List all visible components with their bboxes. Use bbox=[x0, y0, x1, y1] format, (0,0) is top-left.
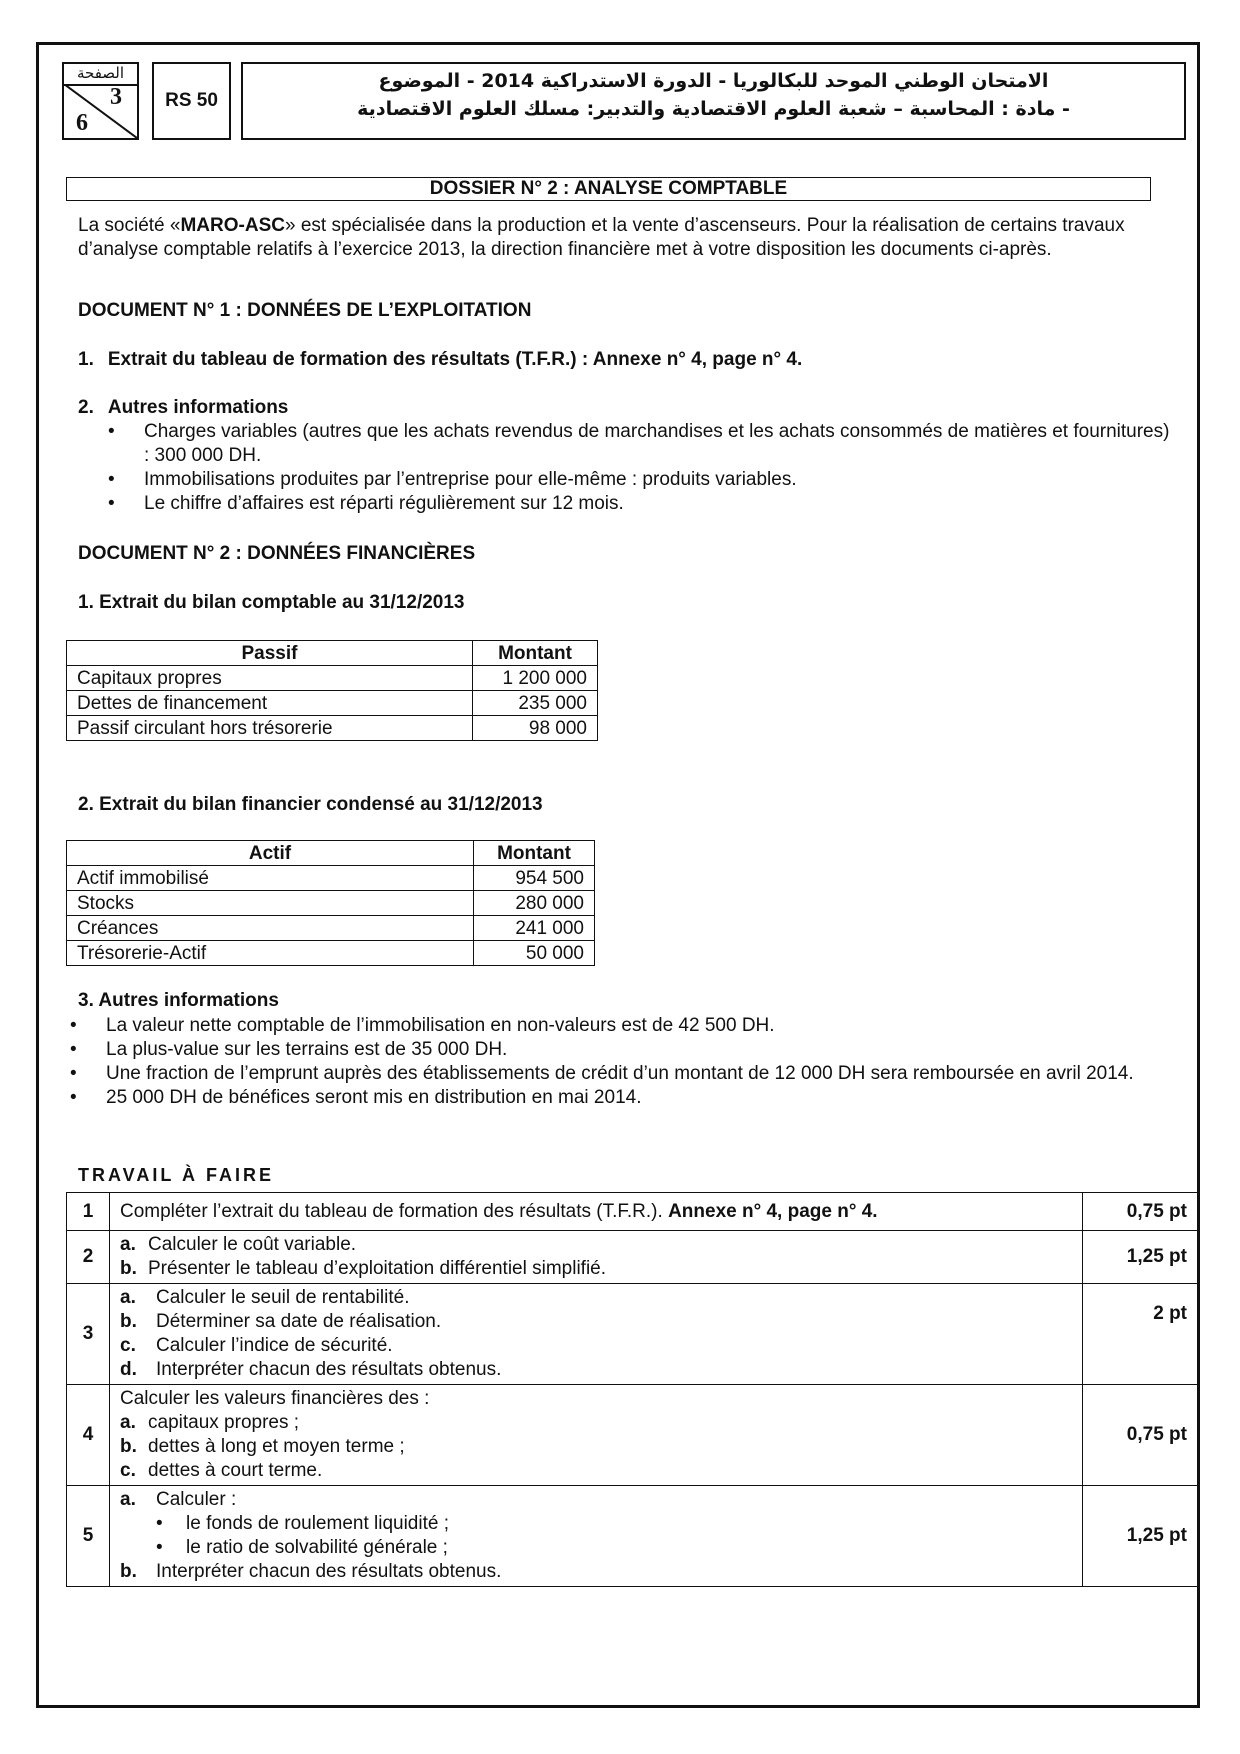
exam-title-line1: الامتحان الوطني الموحد للبكالوريا - الدورة الاستدراكية 2014 - الموضوع bbox=[378, 70, 1049, 92]
table-row: Stocks 280 000 bbox=[67, 891, 595, 916]
list-item: • Immobilisations produites par l’entreprise pour elle-même : produits variables. bbox=[108, 469, 797, 490]
doc2-s1-title: 1. Extrait du bilan comptable au 31/12/2013 bbox=[78, 592, 465, 613]
page-total: 6 bbox=[76, 110, 88, 136]
dossier-title: DOSSIER N° 2 : ANALYSE COMPTABLE bbox=[66, 177, 1151, 201]
table-row: Passif circulant hors trésorerie 98 000 bbox=[67, 716, 598, 741]
list-item: • Charges variables (autres que les achats revendus de marchandises et les achats consommés de matières et fournitures) : 300 000 DH. bbox=[108, 421, 1170, 466]
table-header: Actif bbox=[67, 841, 474, 866]
doc1-item1: 1. Extrait du tableau de formation des résultats (T.F.R.) : Annexe n° 4, page n° 4. bbox=[78, 349, 803, 370]
list-item: • Le chiffre d’affaires est réparti régulièrement sur 12 mois. bbox=[108, 493, 624, 514]
doc1-item2: 2. Autres informations bbox=[78, 397, 289, 418]
table-row: Capitaux propres 1 200 000 bbox=[67, 666, 598, 691]
page-number-box bbox=[62, 62, 139, 140]
tasks-table bbox=[66, 1192, 1198, 1587]
doc1-title: DOCUMENT N° 1 : DONNÉES DE L’EXPLOITATION bbox=[78, 300, 532, 321]
exam-title bbox=[241, 62, 1186, 140]
list-item: • La valeur nette comptable de l’immobilisation en non-valeurs est de 42 500 DH. bbox=[70, 1015, 775, 1036]
table-row: 3 a. Calculer le seuil de rentabilité. b. Déterminer sa date de réalisation. c. Calculer l’indice de sécurité. d. Interpréter chacun des résultats obtenus. 2 pt bbox=[67, 1284, 1198, 1385]
table-row: 1 Compléter l’extrait du tableau de formation des résultats (T.F.R.). Annexe n° 4, page n° 4. 0,75 pt bbox=[67, 1193, 1198, 1231]
company-name: MARO-ASC bbox=[180, 215, 285, 236]
table-row: 2 a. Calculer le coût variable. b. Présenter le tableau d’exploitation différentiel simplifié. 1,25 pt bbox=[67, 1231, 1198, 1284]
table-row: Dettes de financement 235 000 bbox=[67, 691, 598, 716]
table-row: Actif immobilisé 954 500 bbox=[67, 866, 595, 891]
table-row: Créances 241 000 bbox=[67, 916, 595, 941]
doc2-s2-title: 2. Extrait du bilan financier condensé au 31/12/2013 bbox=[78, 794, 543, 815]
table-row: 5 a. Calculer : • le fonds de roulement liquidité ; • le ratio de solvabilité générale ; b. Interpréter chacun des résultats obtenus. 1,25 pt bbox=[67, 1486, 1198, 1587]
travail-title: TRAVAIL À FAIRE bbox=[78, 1165, 275, 1185]
page-label: الصفحة bbox=[76, 64, 125, 82]
table-header: Passif bbox=[67, 641, 473, 666]
doc2-bullets bbox=[70, 1014, 1182, 1110]
actif-table bbox=[66, 840, 595, 966]
intro-paragraph: La société «MARO-ASC» est spécialisée dans la production et la vente d’ascenseurs. Pour la réalisation de certains travaux d’analyse comptable relatifs à l’exercice 2013, la direction financière met à votre disposition les documents ci-après. bbox=[78, 215, 1125, 260]
table-row: 4 Calculer les valeurs financières des : a. capitaux propres ; b. dettes à long et moyen terme ; c. dettes à court terme. 0,75 pt bbox=[67, 1385, 1198, 1486]
exam-code: RS 50 bbox=[152, 62, 231, 140]
doc1-bullets bbox=[108, 420, 1174, 516]
table-header: Montant bbox=[474, 841, 595, 866]
exam-title-line2: - مادة : المحاسبة – شعبة العلوم الاقتصادية والتدبير: مسلك العلوم الاقتصادية bbox=[357, 98, 1070, 120]
diagonal-line bbox=[64, 84, 137, 138]
list-item: • 25 000 DH de bénéfices seront mis en distribution en mai 2014. bbox=[70, 1087, 642, 1108]
doc2-title: DOCUMENT N° 2 : DONNÉES FINANCIÈRES bbox=[78, 543, 476, 564]
doc2-s3-title: 3. Autres informations bbox=[78, 990, 279, 1011]
list-item: • La plus-value sur les terrains est de 35 000 DH. bbox=[70, 1039, 508, 1060]
page-current: 3 bbox=[110, 84, 122, 110]
table-header: Montant bbox=[473, 641, 598, 666]
list-item: • Une fraction de l’emprunt auprès des établissements de crédit d’un montant de 12 000 DH sera remboursée en avril 2014. bbox=[70, 1063, 1134, 1084]
table-row: Trésorerie-Actif 50 000 bbox=[67, 941, 595, 966]
passif-table bbox=[66, 640, 598, 741]
